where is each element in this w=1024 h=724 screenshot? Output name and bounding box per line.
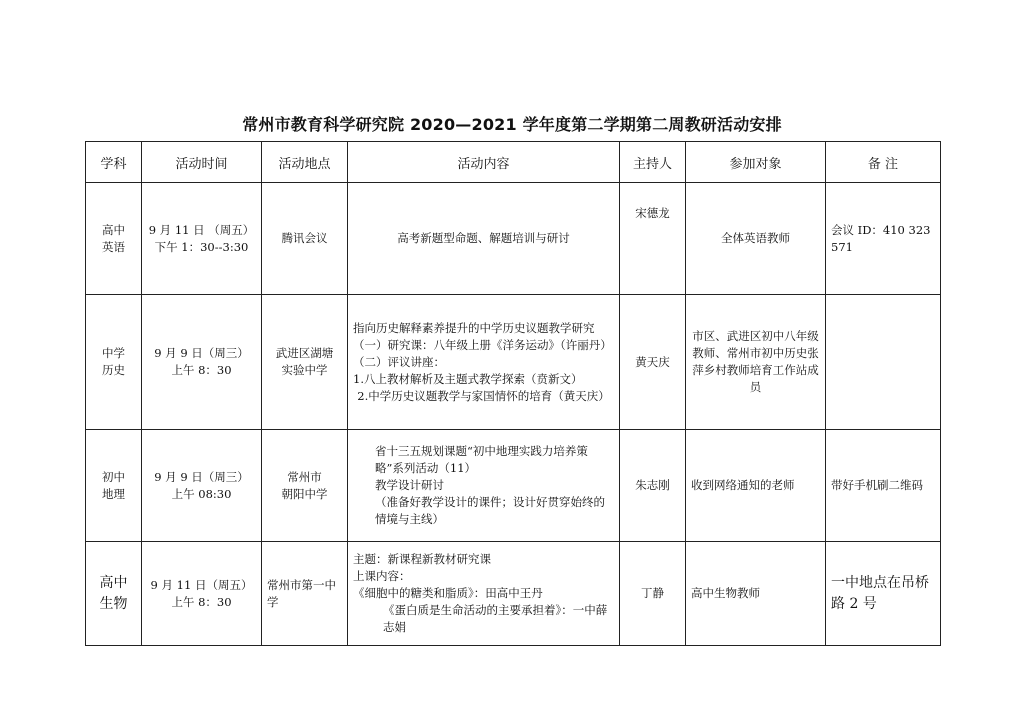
note-line: 会议 ID：410 323: [831, 222, 931, 237]
cell-host: 朱志刚: [620, 430, 686, 542]
time-line: 上午 8：30: [171, 594, 232, 609]
place-line: 武进区湖塘: [275, 346, 334, 360]
cell-place: [262, 183, 348, 295]
cell-content: [348, 430, 620, 542]
cell-time: [142, 295, 262, 430]
content-line: （二）评议讲座：: [353, 354, 445, 369]
cell-note: [826, 542, 941, 646]
content-line: 1.八上教材解析及主题式教学探索（贲新文）: [353, 371, 583, 386]
cell-subject: [86, 430, 142, 542]
time-line: 上午 08:30: [171, 486, 232, 501]
time-line: 下午 1：30--3:30: [154, 239, 249, 254]
cell-host: 黄天庆: [620, 295, 686, 430]
cell-subject: [86, 542, 142, 646]
cell-time: [142, 542, 262, 646]
time-line: 9 月 11 日（周五）: [150, 577, 253, 592]
cell-note: [826, 295, 941, 430]
note-line: 带好手机刷二维码: [831, 478, 923, 492]
participants-line: 收到网络通知的老师: [691, 478, 795, 492]
participants-line: 全体英语教师: [721, 231, 790, 245]
cell-place: [262, 430, 348, 542]
cell-participants: [686, 183, 826, 295]
cell-participants: [686, 295, 826, 430]
table-row: [86, 295, 941, 430]
content-line: 《细胞中的糖类和脂质》：田高中王丹: [353, 586, 543, 600]
note-line: 571: [831, 239, 853, 254]
header-host: 主持人: [620, 142, 686, 183]
subject-line: 生物: [99, 595, 128, 612]
content-line: （一）研究课：八年级上册《洋务运动》（许丽丹）: [353, 337, 612, 352]
schedule-table: [85, 141, 941, 646]
table-row: [86, 183, 941, 295]
time-line: 上午 8：30: [171, 363, 232, 377]
subject-line: 高中: [102, 222, 125, 237]
table-header-row: [86, 142, 941, 183]
cell-subject: [86, 295, 142, 430]
content-line: 《蛋白质是生命活动的主要承担着》：一中薛志娟: [383, 603, 608, 634]
content-line: 教学设计研讨: [375, 478, 444, 492]
place-line: 常州市第一中学: [267, 577, 336, 609]
page-title: 常州市教育科学研究院 2020—2021 学年度第二学期第二周教研活动安排: [242, 115, 782, 134]
subject-line: 地理: [102, 486, 125, 501]
cell-participants: [686, 542, 826, 646]
content-line: 主题：新课程新教材研究课: [353, 552, 491, 566]
subject-line: 中学: [102, 346, 125, 360]
place-line: 朝阳中学: [281, 486, 328, 501]
subject-line: 初中: [102, 469, 125, 484]
place-line: 常州市: [287, 469, 322, 484]
table-row: [86, 430, 941, 542]
header-note: 备 注: [826, 142, 941, 183]
header-participants: 参加对象: [686, 142, 826, 183]
content-line: （准备好教学设计的课件；设计好贯穿始终的情境与主线）: [375, 495, 605, 526]
cell-note: [826, 183, 941, 295]
cell-content: [348, 542, 620, 646]
time-line: 9 月 9 日（周三）: [154, 469, 249, 484]
header-subject: 学科: [86, 142, 142, 183]
place-line: 实验中学: [281, 363, 328, 377]
cell-subject: [86, 183, 142, 295]
cell-content: [348, 295, 620, 430]
note-line: 一中地点在吊桥路 2 号: [831, 574, 929, 612]
cell-place: [262, 542, 348, 646]
content-line: 高考新题型命题、解题培训与研讨: [397, 231, 570, 245]
subject-line: 英语: [102, 239, 125, 254]
time-line: 9 月 9 日（周三）: [154, 346, 249, 360]
cell-time: [142, 183, 262, 295]
header-time: 活动时间: [142, 142, 262, 183]
time-line: 9 月 11 日 （周五）: [148, 222, 255, 237]
subject-line: 历史: [102, 363, 125, 377]
cell-content: [348, 183, 620, 295]
content-line: 2.中学历史议题教学与家国情怀的培育（黄天庆）: [357, 388, 610, 403]
table-row: [86, 542, 941, 646]
content-line: 指向历史解释素养提升的中学历史议题教学研究: [353, 320, 595, 335]
cell-participants: [686, 430, 826, 542]
header-content: 活动内容: [348, 142, 620, 183]
content-line: 上课内容：: [353, 569, 411, 583]
cell-host: 宋德龙: [620, 183, 686, 295]
subject-line: 高中: [99, 574, 128, 591]
cell-place: [262, 295, 348, 430]
participants-line: 高中生物教师: [691, 586, 760, 600]
cell-time: [142, 430, 262, 542]
place-line: 腾讯会议: [281, 231, 328, 245]
cell-host: 丁静: [620, 542, 686, 646]
cell-note: [826, 430, 941, 542]
participants-line: 市区、武进区初中八年级教师、常州市初中历史张萍乡村教师培育工作站成员: [692, 329, 819, 394]
content-line: 省十三五规划课题“初中地理实践力培养策略”系列活动（11）: [375, 444, 588, 475]
header-place: 活动地点: [262, 142, 348, 183]
